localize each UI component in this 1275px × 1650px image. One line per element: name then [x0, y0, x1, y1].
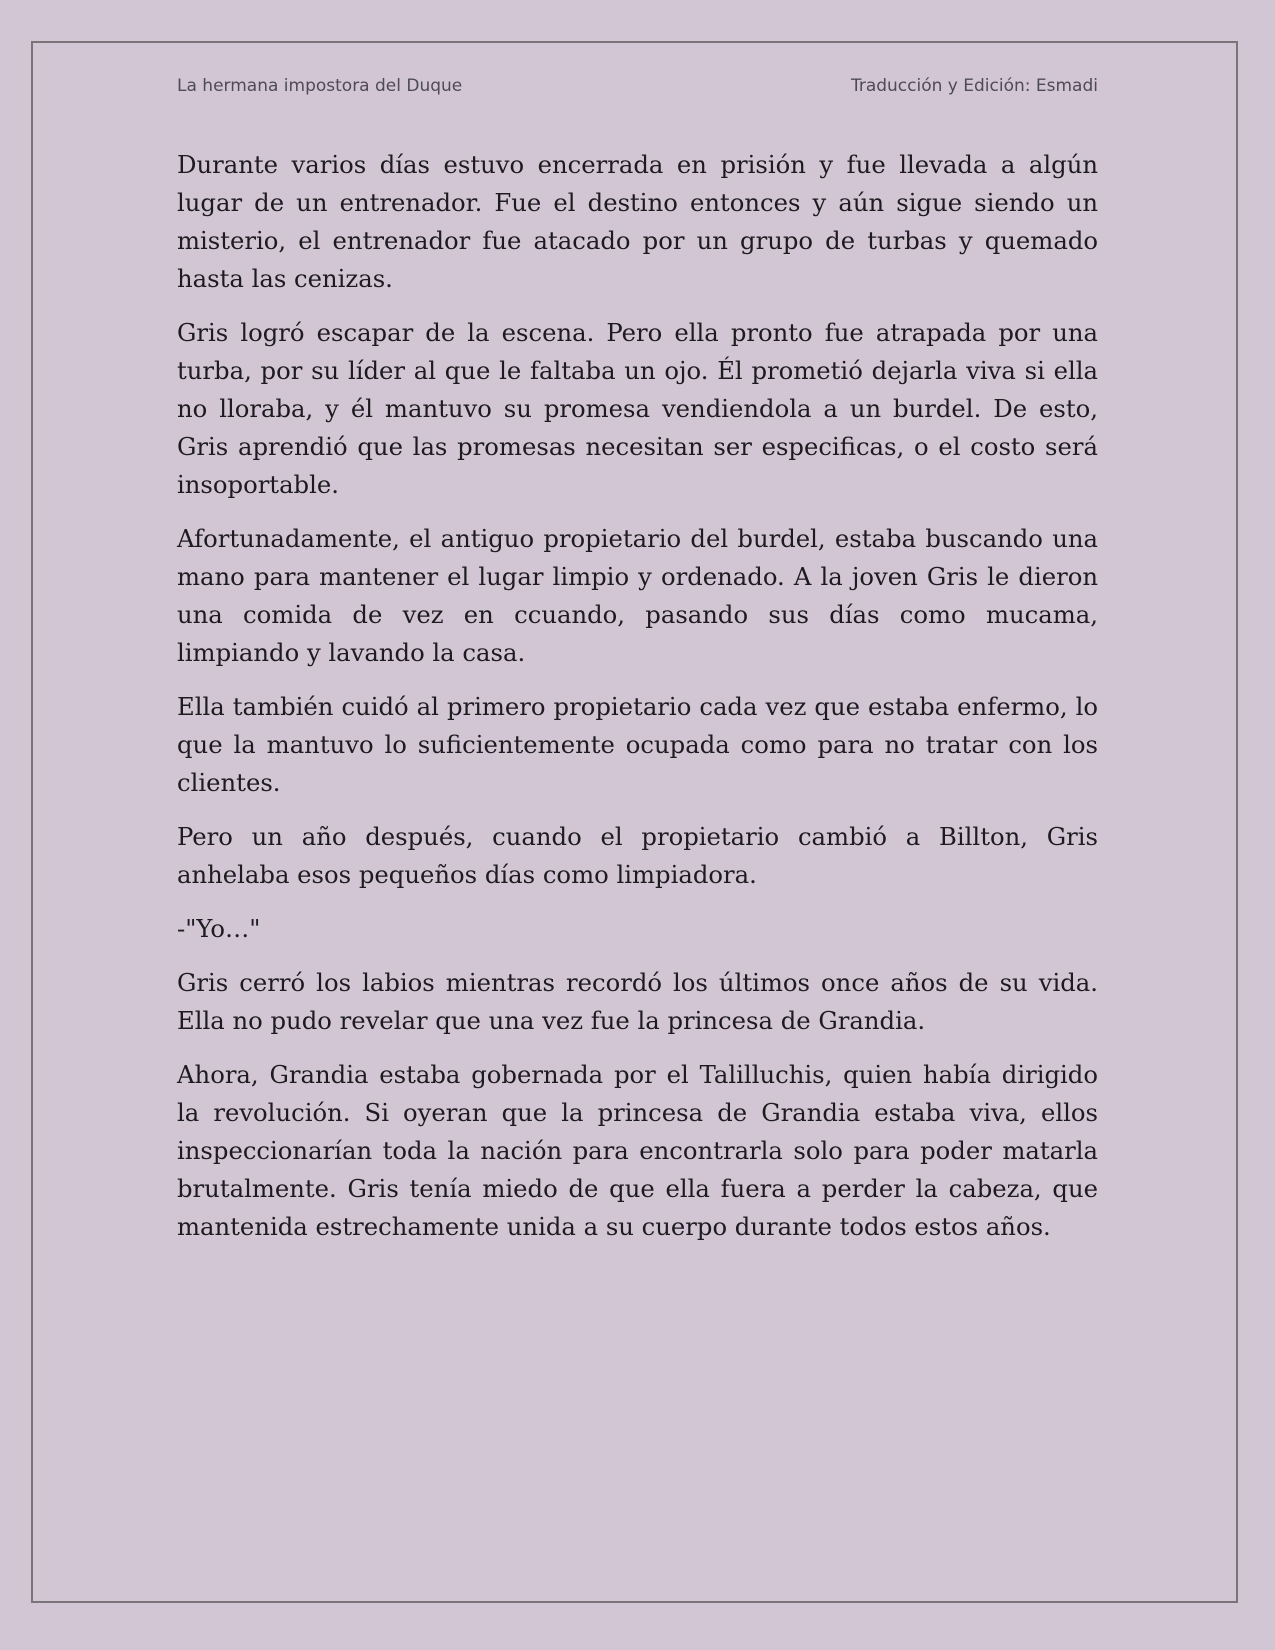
paragraph: Afortunadamente, el antiguo propietario del burdel, estaba buscando una mano para mantener el lugar limpio y ordenado. A la joven Gris le dieron una comida de vez en ccuando, pasando sus días como mucama, limpiando y lavando la casa.: [177, 524, 1098, 667]
paragraph: Ella también cuidó al primero propietario cada vez que estaba enfermo, lo que la mantuvo lo suficientemente ocupada como para no tratar con los clientes.: [177, 692, 1098, 797]
page-header: [177, 74, 1098, 98]
header-book-title: La hermana impostora del Duque: [177, 76, 463, 96]
paragraph: Pero un año después, cuando el propietario cambió a Billton, Gris anhelaba esos pequeños días como limpiadora.: [177, 822, 1098, 889]
paragraph: Gris cerró los labios mientras recordó los últimos once años de su vida. Ella no pudo revelar que una vez fue la princesa de Grandia.: [177, 968, 1098, 1035]
paragraph: Durante varios días estuvo encerrada en prisión y fue llevada a algún lugar de un entrenador. Fue el destino entonces y aún sigue siendo un misterio, el entrenador fue atacado por un grupo de turbas y quemado hasta las cenizas.: [177, 150, 1098, 293]
header-translator-credit: Traducción y Edición: Esmadi: [850, 76, 1098, 96]
paragraph: Gris logró escapar de la escena. Pero ella pronto fue atrapada por una turba, por su líder al que le faltaba un ojo. Él prometió dejarla viva si ella no lloraba, y él mantuvo su promesa vendiendola a un burdel. De esto, Gris aprendió que las promesas necesitan ser especificas, o el costo será insoportable.: [177, 318, 1098, 499]
paragraph: Ahora, Grandia estaba gobernada por el Talilluchis, quien había dirigido la revolución. Si oyeran que la princesa de Grandia estaba viva, ellos inspeccionarían toda la nación para encontrarla solo para poder matarla brutalmente. Gris tenía miedo de que ella fuera a perder la cabeza, que mantenida estrechamente unida a su cuerpo durante todos estos años.: [177, 1060, 1098, 1241]
paragraph: -"Yo…": [177, 914, 261, 943]
document-body: [177, 146, 1098, 1262]
